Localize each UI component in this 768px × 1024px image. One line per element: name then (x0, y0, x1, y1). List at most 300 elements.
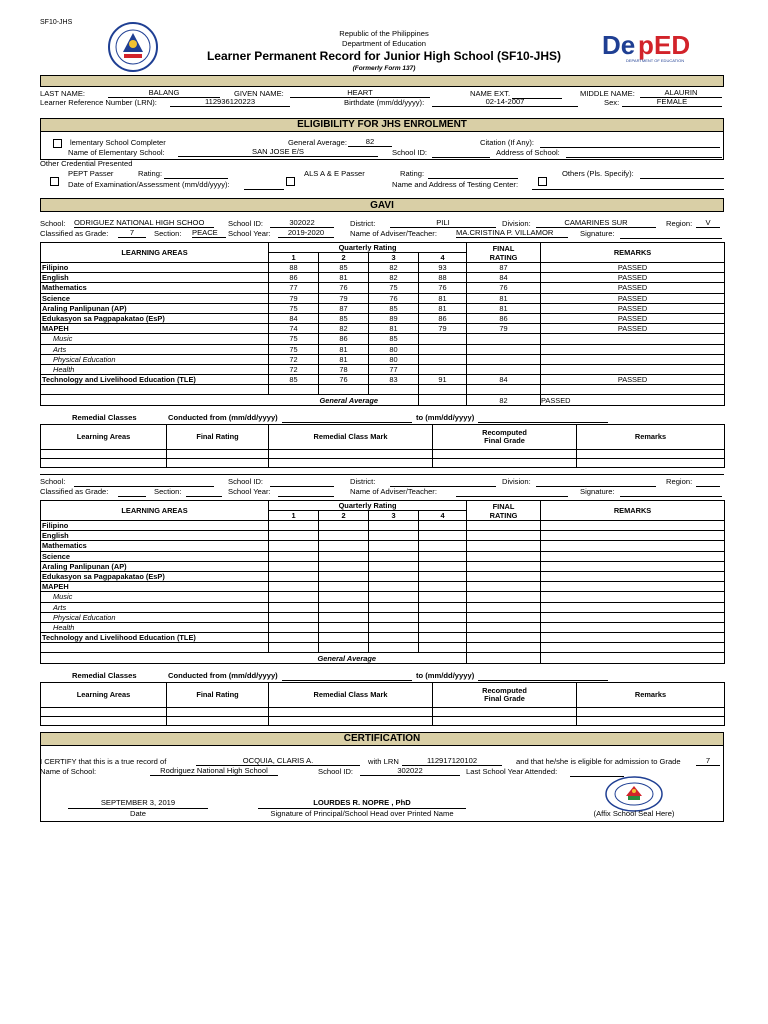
learning-area-cell: Science (41, 293, 269, 303)
pept-label: PEPT Passer (68, 169, 114, 178)
q3-cell: 82 (369, 273, 419, 283)
grade-cell (319, 582, 369, 592)
header-q4: 4 (419, 253, 467, 263)
grade-cell (369, 571, 419, 581)
q2-cell: 81 (319, 273, 369, 283)
elem-school-label: Name of Elementary School: (68, 148, 165, 157)
q4-cell (419, 334, 467, 344)
r2-rem-final-header: Final Rating (167, 683, 269, 708)
middle-name-label: MIDDLE NAME: (580, 89, 635, 98)
r2-signature-label: Signature: (580, 487, 615, 496)
q2-cell: 82 (319, 324, 369, 334)
table-row (41, 561, 725, 571)
learning-area-cell: Technology and Livelihood Education (TLE) (41, 633, 269, 643)
grade-cell (541, 521, 725, 531)
remarks-cell: PASSED (541, 293, 725, 303)
grade-cell (319, 561, 369, 571)
table-row (41, 622, 725, 632)
q4-cell: 93 (419, 263, 467, 273)
table-row (41, 633, 725, 643)
r2-region-label: Region: (666, 477, 693, 486)
cert-school-label: Name of School: (40, 767, 97, 776)
birthdate-label: Birthdate (mm/dd/yyyy): (344, 98, 425, 107)
svg-text:p: p (638, 30, 654, 60)
learner-info-bar (40, 75, 724, 87)
republic-line: Republic of the Philippines (339, 29, 429, 38)
middle-name-value: ALAURIN (640, 89, 722, 98)
learning-area-cell: Edukasyon sa Pagpapakatao (EsP) (41, 571, 269, 581)
r2-header-learning-areas: LEARNING AREAS (41, 501, 269, 521)
form-code: SF10-JHS (40, 19, 73, 26)
deped-logo (600, 28, 716, 68)
grade-cell (269, 551, 319, 561)
r1-remedial-label: Remedial Classes (72, 413, 137, 422)
r2-remedial-table (40, 682, 725, 726)
q2-cell (319, 385, 369, 395)
r2-remedial-to-label: to (mm/dd/yyyy) (416, 671, 475, 680)
remarks-cell (541, 364, 725, 374)
grade-cell (319, 633, 369, 643)
r2-grade-value (118, 487, 146, 497)
q4-cell (419, 354, 467, 364)
table-row (41, 334, 725, 344)
testing-center-value (532, 180, 724, 190)
r2-adviser-value (456, 487, 568, 497)
q2-cell: 76 (319, 375, 369, 385)
svg-text:ED: ED (654, 30, 691, 60)
q4-cell: 81 (419, 293, 467, 303)
r1-section-label: Section: (154, 229, 182, 238)
eligibility-box-left (40, 132, 41, 160)
grade-cell (467, 521, 541, 531)
q1-cell: 75 (269, 344, 319, 354)
elem-completer-label: lementary School Completer (70, 138, 166, 147)
learning-area-cell: Mathematics (41, 283, 269, 293)
sex-label: Sex: (604, 98, 620, 107)
r1-rem-mark-header: Remedial Class Mark (269, 425, 433, 450)
header-quarterly-rating: Quarterly Rating (269, 243, 467, 253)
cert-school-value: Rodriguez National High School (150, 767, 278, 776)
q4-cell: 91 (419, 375, 467, 385)
q4-cell (419, 385, 467, 395)
table-row (41, 541, 725, 551)
r1-rem-areas-header: Learning Areas (41, 425, 167, 450)
elem-general-average-value: 82 (348, 138, 392, 147)
r2-section-label: Section: (154, 487, 182, 496)
r2-rem-row (41, 717, 725, 726)
record1-grades-table (40, 242, 725, 406)
record1-bar-title: GAVI (370, 200, 394, 211)
q1-cell: 88 (269, 263, 319, 273)
other-credential-label: Other Credential Presented (40, 159, 133, 168)
cert-box-bottom (40, 821, 724, 822)
cert-grade-value: 7 (696, 757, 720, 766)
q2-cell: 87 (319, 303, 369, 313)
record2-top-line (40, 474, 724, 475)
q3-cell: 77 (369, 364, 419, 374)
q4-cell: 86 (419, 313, 467, 323)
grade-cell (467, 571, 541, 581)
table-row (41, 602, 725, 612)
cert-principal-label: Signature of Principal/School Head over Printed Name (270, 809, 454, 818)
department-line: Department of Education (341, 39, 426, 48)
r1-grade-value: 7 (118, 229, 146, 238)
grade-cell (369, 561, 419, 571)
r1-general-average-spacer (419, 395, 467, 405)
grade-cell (319, 602, 369, 612)
grade-cell (541, 602, 725, 612)
others-label: Others (Pls. Specify): (562, 169, 634, 178)
grade-cell (419, 592, 467, 602)
table-row (41, 592, 725, 602)
remarks-cell: PASSED (541, 313, 725, 323)
cert-school-id-label: School ID: (318, 767, 354, 776)
cert-date-label: Date (129, 809, 147, 818)
q1-cell: 72 (269, 354, 319, 364)
svg-text:De: De (602, 30, 636, 60)
q4-cell: 76 (419, 283, 467, 293)
r2-school-value (74, 477, 214, 487)
q1-cell: 72 (269, 364, 319, 374)
grade-cell (419, 633, 467, 643)
grade-cell (419, 622, 467, 632)
eligibility-box-bottom (40, 159, 724, 160)
cert-learner-name: OCQUIA, CLARIS A. (196, 757, 360, 766)
r1-signature-value (620, 229, 722, 239)
remarks-cell: PASSED (541, 273, 725, 283)
r1-remedial-to-value (478, 413, 608, 423)
certification-title: CERTIFICATION (343, 733, 421, 744)
als-rating-value (428, 169, 518, 179)
page-title: Learner Permanent Record for Junior High School (SF10-JHS) (206, 49, 562, 63)
r2-school-id-label: School ID: (228, 477, 264, 486)
r1-division-value: CAMARINES SUR (536, 219, 656, 228)
cert-school-id-value: 302022 (360, 767, 460, 776)
cert-box-right (723, 746, 724, 822)
grade-cell (467, 592, 541, 602)
cert-principal-name: LOURDES R. NOPRE , PhD (258, 799, 466, 809)
header-final-rating: FINAL RATING (467, 243, 541, 263)
header-q1: 1 (269, 253, 319, 263)
final-rating-cell: 76 (467, 283, 541, 293)
remarks-cell (541, 385, 725, 395)
citation-label: Citation (If Any): (480, 138, 535, 147)
q3-cell: 80 (369, 344, 419, 354)
learning-area-cell: Health (41, 622, 269, 632)
r2-school-id-value (270, 477, 334, 487)
q1-cell: 77 (269, 283, 319, 293)
final-rating-cell (467, 364, 541, 374)
grade-cell (319, 622, 369, 632)
grade-cell (369, 582, 419, 592)
grade-cell (467, 531, 541, 541)
eligibility-box-right (723, 132, 724, 160)
grade-cell (541, 531, 725, 541)
grade-cell (369, 643, 419, 653)
table-row (41, 313, 725, 323)
als-rating-label: Rating: (400, 169, 425, 178)
table-row (41, 385, 725, 395)
grade-cell (319, 612, 369, 622)
table-row (41, 354, 725, 364)
r2-region-value (696, 477, 720, 487)
learning-area-cell: Araling Panlipunan (AP) (41, 561, 269, 571)
learning-area-cell: Arts (41, 602, 269, 612)
r2-header-q3: 3 (369, 511, 419, 521)
remarks-cell: PASSED (541, 375, 725, 385)
grade-cell (467, 622, 541, 632)
learning-area-cell: MAPEH (41, 582, 269, 592)
q3-cell: 80 (369, 354, 419, 364)
cert-lrn-value: 112917120102 (402, 757, 502, 766)
table-row (41, 582, 725, 592)
table-row (41, 551, 725, 561)
elem-school-id-value (432, 148, 490, 158)
cert-certify-text: I CERTIFY that this is a true record of (40, 757, 167, 766)
remarks-cell (541, 354, 725, 364)
grade-cell (369, 633, 419, 643)
grade-cell (419, 551, 467, 561)
grade-cell (419, 561, 467, 571)
r1-school-label: School: (40, 219, 66, 228)
r2-header-final-rating: FINAL RATING (467, 501, 541, 521)
grade-cell (269, 633, 319, 643)
grade-cell (467, 612, 541, 622)
grade-cell (541, 551, 725, 561)
school-seal-image (604, 776, 664, 812)
table-row (41, 283, 725, 293)
q4-cell (419, 364, 467, 374)
q3-cell (369, 385, 419, 395)
r1-adviser-value: MA.CRISTINA P. VILLAMOR (456, 229, 568, 238)
grade-cell (541, 592, 725, 602)
grade-cell (369, 551, 419, 561)
r2-rem-row (41, 708, 725, 717)
r2-header-q2: 2 (319, 511, 369, 521)
testing-center-label: Name and Address of Testing Center: (392, 180, 519, 189)
grade-cell (319, 643, 369, 653)
final-rating-cell (467, 344, 541, 354)
learning-area-cell: Health (41, 364, 269, 374)
citation-value (540, 138, 720, 148)
r2-signature-value (620, 487, 722, 497)
remarks-cell (541, 334, 725, 344)
table-row (41, 521, 725, 531)
r2-general-average-value (467, 653, 541, 663)
q2-cell: 81 (319, 354, 369, 364)
header-learning-areas: LEARNING AREAS (41, 243, 269, 263)
r2-division-value (536, 477, 656, 487)
r1-general-average-value: 82 (467, 395, 541, 405)
r1-region-label: Region: (666, 219, 693, 228)
learning-area-cell: English (41, 531, 269, 541)
table-row (41, 571, 725, 581)
r2-header-quarterly-rating: Quarterly Rating (269, 501, 467, 511)
elem-school-id-label: School ID: (392, 148, 428, 157)
grade-cell (419, 541, 467, 551)
name-ext-label: NAME EXT. (470, 89, 511, 98)
q3-cell: 89 (369, 313, 419, 323)
header-remarks: REMARKS (541, 243, 725, 263)
q3-cell: 75 (369, 283, 419, 293)
elem-school-value: SAN JOSE E/S (178, 148, 378, 157)
r2-rem-mark-header: Remedial Class Mark (269, 683, 433, 708)
learning-area-cell: Physical Education (41, 354, 269, 364)
r1-rem-final-header: Final Rating (167, 425, 269, 450)
grade-cell (467, 602, 541, 612)
grade-cell (541, 612, 725, 622)
r1-general-average-remarks: PASSED (541, 395, 725, 405)
als-checkbox[interactable] (286, 177, 295, 186)
grade-cell (369, 612, 419, 622)
r1-region-value: V (696, 219, 720, 228)
r2-rem-remarks-header: Remarks (577, 683, 725, 708)
final-rating-cell: 84 (467, 273, 541, 283)
lrn-value: 112936120223 (170, 98, 290, 107)
q3-cell: 76 (369, 293, 419, 303)
cert-eligible-text: and that he/she is eligible for admission to Grade (516, 757, 681, 766)
q2-cell: 85 (319, 313, 369, 323)
page-subtitle: (Formerly Form 137) (352, 65, 416, 72)
grade-cell (269, 582, 319, 592)
learning-area-cell: Filipino (41, 263, 269, 273)
final-rating-cell: 86 (467, 313, 541, 323)
final-rating-cell: 87 (467, 263, 541, 273)
grade-cell (467, 541, 541, 551)
r2-remedial-to-value (478, 671, 608, 681)
r1-rem-row (41, 450, 725, 459)
grade-cell (319, 531, 369, 541)
given-name-value: HEART (290, 89, 430, 98)
grade-cell (369, 592, 419, 602)
r2-adviser-label: Name of Adviser/Teacher: (350, 487, 437, 496)
q2-cell: 85 (319, 263, 369, 273)
grade-cell (319, 521, 369, 531)
r1-rem-remarks-header: Remarks (577, 425, 725, 450)
r1-school-id-value: 302022 (270, 219, 334, 228)
birthdate-value: 02-14-2007 (432, 98, 578, 107)
grade-cell (467, 643, 541, 653)
pept-rating-label: Rating: (138, 169, 163, 178)
cert-date-value: SEPTEMBER 3, 2019 (68, 799, 208, 809)
r2-school-year-label: School Year: (228, 487, 271, 496)
remarks-cell: PASSED (541, 324, 725, 334)
grade-cell (541, 571, 725, 581)
r2-rem-recomputed-header: Recomputed Final Grade (433, 683, 577, 708)
exam-date-value (244, 180, 284, 190)
table-row (41, 303, 725, 313)
grade-cell (419, 531, 467, 541)
r2-section-value (186, 487, 222, 497)
grade-cell (419, 612, 467, 622)
grade-cell (269, 531, 319, 541)
q1-cell: 75 (269, 334, 319, 344)
table-row (41, 375, 725, 385)
grade-cell (541, 541, 725, 551)
grade-cell (269, 571, 319, 581)
r1-rem-row (41, 459, 725, 468)
header-q3: 3 (369, 253, 419, 263)
table-row (41, 263, 725, 273)
r1-district-label: District: (350, 219, 376, 228)
r2-grade-label: Classified as Grade: (40, 487, 109, 496)
grade-cell (369, 521, 419, 531)
r1-adviser-label: Name of Adviser/Teacher: (350, 229, 437, 238)
pept-rating-value (164, 169, 228, 179)
grade-cell (541, 643, 725, 653)
learning-area-cell: Music (41, 592, 269, 602)
learning-area-cell: Music (41, 334, 269, 344)
r2-remedial-label: Remedial Classes (72, 671, 137, 680)
last-name-label: LAST NAME: (40, 89, 86, 98)
remarks-cell: PASSED (541, 283, 725, 293)
header-q2: 2 (319, 253, 369, 263)
record2-grades-table (40, 500, 725, 664)
given-name-label: GIVEN NAME: (234, 89, 284, 98)
r1-remedial-table (40, 424, 725, 468)
final-rating-cell (467, 354, 541, 364)
remarks-cell (541, 344, 725, 354)
q1-cell: 75 (269, 303, 319, 313)
grade-cell (467, 551, 541, 561)
grade-cell (541, 561, 725, 571)
grade-cell (369, 541, 419, 551)
r2-rem-areas-header: Learning Areas (41, 683, 167, 708)
learning-area-cell: Science (41, 551, 269, 561)
lrn-label: Learner Reference Number (LRN): (40, 98, 157, 107)
remarks-cell: PASSED (541, 303, 725, 313)
r1-section-value: PEACE (192, 229, 226, 238)
elem-completer-checkbox[interactable] (53, 139, 62, 148)
final-rating-cell: 79 (467, 324, 541, 334)
r1-remedial-from-value (282, 413, 412, 423)
grade-cell (269, 643, 319, 653)
q1-cell: 85 (269, 375, 319, 385)
r1-general-average-label: General Average (41, 395, 419, 405)
grade-cell (269, 622, 319, 632)
q4-cell: 81 (419, 303, 467, 313)
table-row (41, 324, 725, 334)
learning-area-cell: MAPEH (41, 324, 269, 334)
grade-cell (269, 612, 319, 622)
learning-area-cell: Mathematics (41, 541, 269, 551)
r1-rem-recomputed-header: Recomputed Final Grade (433, 425, 577, 450)
learning-area-cell: Physical Education (41, 612, 269, 622)
r1-remedial-from-label: Conducted from (mm/dd/yyyy) (168, 413, 278, 422)
elem-general-average-label: General Average: (288, 138, 347, 147)
r2-district-value (390, 477, 496, 487)
pept-checkbox[interactable] (50, 177, 59, 186)
final-rating-cell (467, 334, 541, 344)
grade-cell (467, 633, 541, 643)
q1-cell: 86 (269, 273, 319, 283)
grade-cell (419, 643, 467, 653)
table-row (41, 364, 725, 374)
q3-cell: 83 (369, 375, 419, 385)
r1-school-value: ODRIGUEZ NATIONAL HIGH SCHOO (74, 219, 214, 228)
learning-area-cell: Technology and Livelihood Education (TLE) (41, 375, 269, 385)
r2-remedial-from-label: Conducted from (mm/dd/yyyy) (168, 671, 278, 680)
grade-cell (369, 602, 419, 612)
sex-value: FEMALE (622, 98, 722, 107)
r1-school-id-label: School ID: (228, 219, 264, 228)
q2-cell: 76 (319, 283, 369, 293)
q3-cell: 81 (369, 324, 419, 334)
grade-cell (269, 521, 319, 531)
q2-cell: 86 (319, 334, 369, 344)
r1-district-value: PILI (390, 219, 496, 228)
q3-cell: 85 (369, 334, 419, 344)
